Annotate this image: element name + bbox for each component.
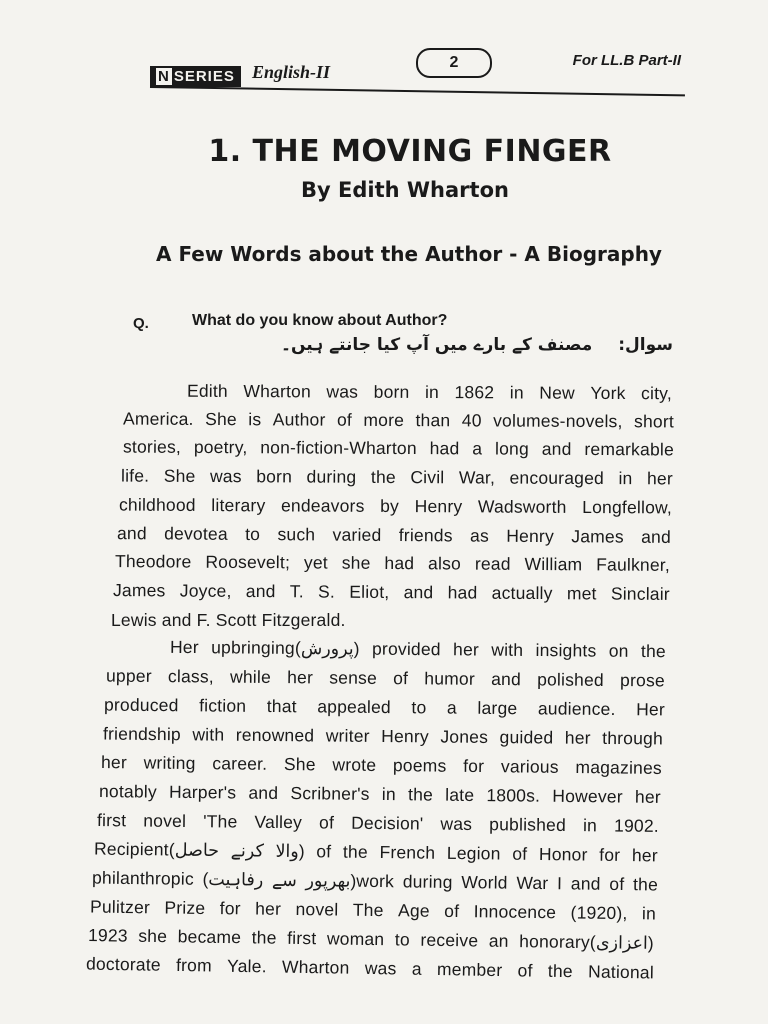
body-line: Pulitzer Prize for her novel The Age of Innocence (1920), in — [89, 896, 657, 924]
question-text: What do you know about Author? — [192, 312, 448, 329]
page-number: 2 — [416, 48, 492, 78]
body-line: Lewis and F. Scott Fitzgerald. — [111, 610, 346, 630]
body-line: America. She is Author of more than 40 volumes-novels, short — [122, 408, 674, 432]
urdu-question-text: مصنف کے بارے میں آپ کیا جانتے ہیں۔ — [281, 335, 593, 355]
body-line: 1923 she became the first woman to receive an honorary(اعزازی) — [87, 925, 655, 953]
body-line: doctorate from Yale. Wharton was a member of the National — [85, 953, 655, 983]
body-line: notably Harper's and Scribner's in the late 1800s. However her — [98, 781, 661, 807]
body-line: childhood literary endeavors by Henry Wadsworth Longfellow, — [118, 494, 673, 518]
body-line: and devotea to such varied friends as Henry James and — [116, 523, 672, 547]
series-word: SERIES — [173, 68, 235, 85]
body-line: James Joyce, and T. S. Eliot, and had actually met Sinclair — [112, 580, 670, 604]
body-line: first novel 'The Valley of Decision' was published in 1902. — [96, 810, 660, 836]
urdu-question-label: سوال: — [618, 335, 673, 355]
body-line: Theodore Roosevelt; yet she had also read William Faulkner, — [114, 551, 671, 575]
body-line: stories, poetry, non-fiction-Wharton had a long and remarkable — [122, 436, 674, 460]
body-line: Recipient(حاصل کرنے والا) of the French Legion of Honor for her — [93, 838, 658, 866]
series-badge — [150, 66, 241, 87]
page-header — [150, 46, 685, 90]
question-label: Q. — [133, 315, 149, 332]
chapter-title: 1. THE MOVING FINGER — [208, 134, 612, 169]
body-line: her writing career. She wrote poems for various magazines — [100, 752, 663, 778]
subject-title: English-II — [252, 62, 331, 82]
body-line: life. She was born during the Civil War, encouraged in her — [120, 465, 673, 489]
urdu-question — [281, 334, 673, 355]
body-line: philanthropic (رفاہیت سے بھرپور)work during World War I and of the — [91, 867, 659, 895]
chapter-author: By Edith Wharton — [301, 178, 509, 202]
series-letter: N — [158, 68, 170, 85]
body-line: produced fiction that appealed to a large audience. Her — [103, 694, 666, 720]
course-label: For LL.B Part-II — [572, 52, 681, 69]
section-heading: A Few Words about the Author - A Biography — [156, 242, 662, 266]
body-line: friendship with renowned writer Henry Jones guided her through — [102, 723, 664, 749]
body-line: upper class, while her sense of humor and polished prose — [105, 665, 665, 691]
header-divider — [150, 86, 685, 96]
body-line: Edith Wharton was born in 1862 in New York city, — [186, 380, 672, 404]
body-line: Her upbringing(پرورش) provided her with insights on the — [169, 636, 666, 662]
